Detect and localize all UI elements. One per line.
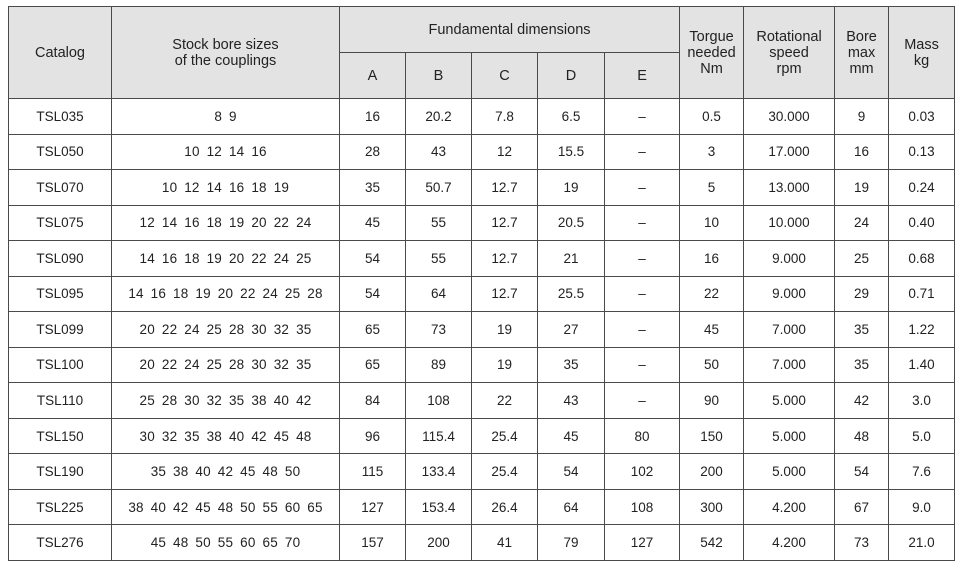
cell-mass: 1.40 (889, 347, 955, 383)
cell-bore-sizes: 10 12 14 16 (112, 134, 340, 170)
cell-dim-a: 96 (340, 418, 406, 454)
cell-rotational-speed: 5.000 (744, 454, 835, 490)
cell-dim-a: 45 (340, 205, 406, 241)
cell-dim-b: 50.7 (406, 170, 472, 206)
cell-dim-d: 6.5 (538, 99, 605, 135)
cell-dim-c: 26.4 (472, 489, 538, 525)
cell-bore-max: 9 (835, 99, 889, 135)
cell-dim-a: 84 (340, 383, 406, 419)
cell-catalog: TSL050 (9, 134, 112, 170)
table-body (9, 99, 955, 561)
table-row (9, 418, 955, 454)
header-torque: Torgue needed Nm (680, 7, 744, 99)
cell-bore-max: 25 (835, 241, 889, 277)
cell-rotational-speed: 30.000 (744, 99, 835, 135)
table-row (9, 170, 955, 206)
cell-rotational-speed: 5.000 (744, 383, 835, 419)
table-row (9, 454, 955, 490)
cell-rotational-speed: 9.000 (744, 241, 835, 277)
cell-dim-e: 80 (605, 418, 680, 454)
cell-catalog: TSL099 (9, 312, 112, 348)
cell-bore-max: 54 (835, 454, 889, 490)
header-dim-b: B (406, 53, 472, 99)
cell-mass: 0.71 (889, 276, 955, 312)
cell-catalog: TSL225 (9, 489, 112, 525)
cell-dim-a: 54 (340, 241, 406, 277)
cell-dim-c: 19 (472, 347, 538, 383)
cell-dim-a: 157 (340, 525, 406, 561)
cell-mass: 7.6 (889, 454, 955, 490)
cell-dim-a: 28 (340, 134, 406, 170)
cell-dim-b: 200 (406, 525, 472, 561)
cell-rotational-speed: 5.000 (744, 418, 835, 454)
cell-dim-d: 20.5 (538, 205, 605, 241)
cell-rotational-speed: 7.000 (744, 347, 835, 383)
cell-rotational-speed: 13.000 (744, 170, 835, 206)
cell-dim-b: 43 (406, 134, 472, 170)
cell-dim-b: 20.2 (406, 99, 472, 135)
cell-dim-b: 115.4 (406, 418, 472, 454)
table-row (9, 347, 955, 383)
table-row (9, 276, 955, 312)
cell-torque: 50 (680, 347, 744, 383)
coupling-spec-table (8, 6, 955, 561)
cell-dim-e: 108 (605, 489, 680, 525)
cell-bore-sizes: 8 9 (112, 99, 340, 135)
table-row (9, 525, 955, 561)
cell-bore-sizes: 38 40 42 45 48 50 55 60 65 (112, 489, 340, 525)
cell-dim-b: 55 (406, 205, 472, 241)
cell-bore-sizes: 25 28 30 32 35 38 40 42 (112, 383, 340, 419)
cell-dim-c: 25.4 (472, 418, 538, 454)
cell-torque: 300 (680, 489, 744, 525)
cell-bore-max: 35 (835, 312, 889, 348)
cell-bore-sizes: 14 16 18 19 20 22 24 25 28 (112, 276, 340, 312)
cell-catalog: TSL070 (9, 170, 112, 206)
cell-bore-sizes: 30 32 35 38 40 42 45 48 (112, 418, 340, 454)
cell-dim-e: – (605, 347, 680, 383)
cell-dim-a: 54 (340, 276, 406, 312)
cell-dim-a: 16 (340, 99, 406, 135)
table-row (9, 489, 955, 525)
cell-catalog: TSL035 (9, 99, 112, 135)
cell-dim-d: 21 (538, 241, 605, 277)
cell-torque: 22 (680, 276, 744, 312)
cell-dim-e: 127 (605, 525, 680, 561)
table-row (9, 134, 955, 170)
cell-mass: 5.0 (889, 418, 955, 454)
table-row (9, 205, 955, 241)
cell-catalog: TSL100 (9, 347, 112, 383)
cell-mass: 0.24 (889, 170, 955, 206)
cell-catalog: TSL090 (9, 241, 112, 277)
cell-mass: 1.22 (889, 312, 955, 348)
cell-dim-e: – (605, 170, 680, 206)
cell-dim-b: 153.4 (406, 489, 472, 525)
cell-dim-d: 79 (538, 525, 605, 561)
cell-catalog: TSL075 (9, 205, 112, 241)
cell-torque: 16 (680, 241, 744, 277)
cell-dim-e: – (605, 276, 680, 312)
cell-bore-sizes: 12 14 16 18 19 20 22 24 (112, 205, 340, 241)
cell-torque: 3 (680, 134, 744, 170)
cell-dim-b: 89 (406, 347, 472, 383)
cell-mass: 21.0 (889, 525, 955, 561)
cell-bore-sizes: 45 48 50 55 60 65 70 (112, 525, 340, 561)
cell-dim-c: 12 (472, 134, 538, 170)
header-rotational-speed: Rotational speed rpm (744, 7, 835, 99)
cell-torque: 5 (680, 170, 744, 206)
cell-rotational-speed: 10.000 (744, 205, 835, 241)
cell-dim-b: 64 (406, 276, 472, 312)
cell-dim-a: 65 (340, 347, 406, 383)
cell-bore-sizes: 35 38 40 42 45 48 50 (112, 454, 340, 490)
cell-dim-d: 35 (538, 347, 605, 383)
header-dim-a: A (340, 53, 406, 99)
cell-rotational-speed: 17.000 (744, 134, 835, 170)
cell-dim-c: 12.7 (472, 170, 538, 206)
cell-torque: 0.5 (680, 99, 744, 135)
table-row (9, 99, 955, 135)
cell-dim-c: 19 (472, 312, 538, 348)
cell-dim-b: 108 (406, 383, 472, 419)
cell-bore-max: 48 (835, 418, 889, 454)
cell-bore-max: 73 (835, 525, 889, 561)
header-dim-d: D (538, 53, 605, 99)
cell-torque: 150 (680, 418, 744, 454)
cell-mass: 0.13 (889, 134, 955, 170)
cell-bore-max: 19 (835, 170, 889, 206)
cell-bore-sizes: 10 12 14 16 18 19 (112, 170, 340, 206)
cell-mass: 9.0 (889, 489, 955, 525)
cell-dim-c: 41 (472, 525, 538, 561)
cell-dim-c: 25.4 (472, 454, 538, 490)
cell-bore-sizes: 14 16 18 19 20 22 24 25 (112, 241, 340, 277)
cell-torque: 10 (680, 205, 744, 241)
cell-torque: 90 (680, 383, 744, 419)
cell-dim-d: 43 (538, 383, 605, 419)
cell-dim-e: – (605, 383, 680, 419)
cell-mass: 0.68 (889, 241, 955, 277)
cell-bore-max: 42 (835, 383, 889, 419)
cell-dim-a: 65 (340, 312, 406, 348)
cell-rotational-speed: 4.200 (744, 489, 835, 525)
header-catalog: Catalog (9, 7, 112, 99)
cell-bore-max: 16 (835, 134, 889, 170)
cell-dim-b: 73 (406, 312, 472, 348)
cell-dim-d: 27 (538, 312, 605, 348)
cell-rotational-speed: 4.200 (744, 525, 835, 561)
cell-catalog: TSL150 (9, 418, 112, 454)
table-header (9, 7, 955, 99)
cell-rotational-speed: 9.000 (744, 276, 835, 312)
cell-bore-sizes: 20 22 24 25 28 30 32 35 (112, 347, 340, 383)
cell-dim-e: – (605, 205, 680, 241)
cell-mass: 3.0 (889, 383, 955, 419)
header-bore-max: Bore max mm (835, 7, 889, 99)
cell-catalog: TSL095 (9, 276, 112, 312)
cell-dim-c: 12.7 (472, 205, 538, 241)
cell-dim-a: 35 (340, 170, 406, 206)
cell-bore-max: 35 (835, 347, 889, 383)
cell-torque: 542 (680, 525, 744, 561)
cell-bore-sizes: 20 22 24 25 28 30 32 35 (112, 312, 340, 348)
cell-dim-d: 15.5 (538, 134, 605, 170)
cell-dim-e: – (605, 241, 680, 277)
cell-dim-c: 7.8 (472, 99, 538, 135)
cell-mass: 0.03 (889, 99, 955, 135)
header-dim-e: E (605, 53, 680, 99)
cell-dim-c: 22 (472, 383, 538, 419)
cell-dim-d: 45 (538, 418, 605, 454)
cell-dim-d: 64 (538, 489, 605, 525)
cell-bore-max: 29 (835, 276, 889, 312)
cell-dim-e: – (605, 312, 680, 348)
table-row (9, 241, 955, 277)
header-bore-sizes: Stock bore sizes of the couplings (112, 7, 340, 99)
cell-dim-c: 12.7 (472, 241, 538, 277)
cell-torque: 200 (680, 454, 744, 490)
cell-torque: 45 (680, 312, 744, 348)
cell-dim-c: 12.7 (472, 276, 538, 312)
cell-catalog: TSL276 (9, 525, 112, 561)
cell-dim-d: 54 (538, 454, 605, 490)
cell-dim-a: 127 (340, 489, 406, 525)
header-dim-c: C (472, 53, 538, 99)
cell-rotational-speed: 7.000 (744, 312, 835, 348)
cell-catalog: TSL190 (9, 454, 112, 490)
cell-catalog: TSL110 (9, 383, 112, 419)
cell-dim-b: 133.4 (406, 454, 472, 490)
table-row (9, 312, 955, 348)
cell-dim-a: 115 (340, 454, 406, 490)
cell-dim-d: 19 (538, 170, 605, 206)
cell-dim-e: – (605, 134, 680, 170)
cell-dim-e: – (605, 99, 680, 135)
cell-dim-b: 55 (406, 241, 472, 277)
cell-dim-e: 102 (605, 454, 680, 490)
cell-bore-max: 67 (835, 489, 889, 525)
header-fundamental-dimensions: Fundamental dimensions (340, 7, 680, 53)
table-row (9, 383, 955, 419)
cell-mass: 0.40 (889, 205, 955, 241)
header-mass: Mass kg (889, 7, 955, 99)
cell-bore-max: 24 (835, 205, 889, 241)
cell-dim-d: 25.5 (538, 276, 605, 312)
